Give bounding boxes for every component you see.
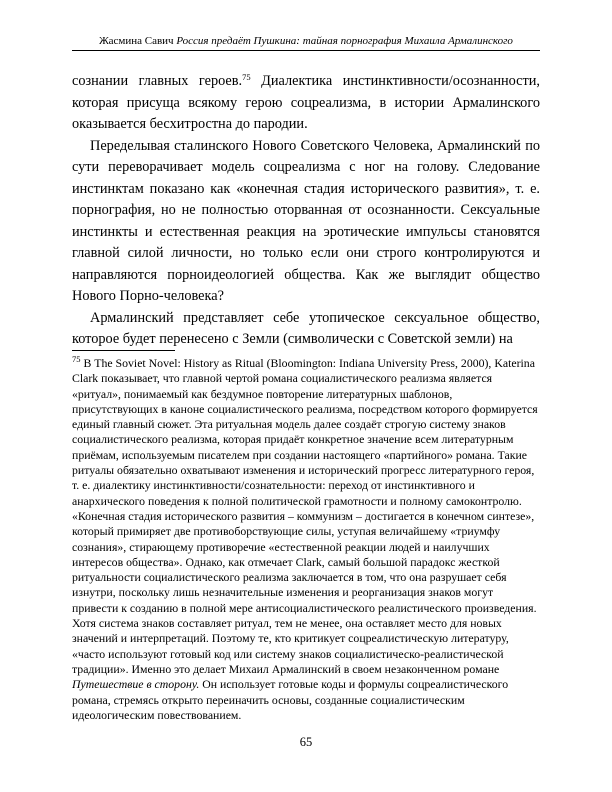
paragraph-1-start: сознании главных героев. — [72, 73, 243, 89]
running-head-author: Жасмина Савич — [99, 35, 174, 47]
paragraph-3: Армалинский представляет себе утопическое сексуальное общество, которое будет перенесено с Земли (символически с Советской земли) на — [72, 309, 540, 347]
footnote-work-title: Путешествие в сторону. — [72, 677, 200, 692]
paragraph-1 — [72, 71, 540, 136]
body-text — [72, 71, 540, 351]
running-head-title: Россия предаёт Пушкина: тайная порнография Михаила Армалинского — [176, 35, 513, 47]
footnote-number: 75 — [72, 354, 81, 364]
page-number: 65 — [299, 735, 313, 749]
footnote-text-end: Он использует готовые коды и формулы соцреалистического романа, стремясь открыто переиначить основы, созданные социалистическим идеологическим повествованием. — [72, 677, 509, 722]
paragraph-2: Переделывая сталинского Нового Советского Человека, Армалинский по сути переворачивает модель соцреализма с ног на голову. Следование инстинктам показано как «конечная стадия исторического развития», т. е. порнография, но не полностью оторванная от осознанности. Сексуальные инстинкты и естественная реакция на эротические импульсы становятся главной силой личности, но только если они строго контролируются и направляются порноидеологией общества. Как же выглядит общество Нового Порно-человека? — [72, 137, 540, 304]
footnote-75 — [72, 356, 540, 723]
footnote-reference[interactable]: 75 — [242, 72, 251, 82]
running-head — [72, 35, 540, 47]
footnote-text-start: В The Soviet Novel: History as Ritual (Bloomington: Indiana University Press, 2000), Katerina Clark показывает, что главной чертой романа социалистического реализма является «ритуал», понимаемый как бездумное повторение литературных шаблонов, присутствующих в каноне социалистического реализма, посредством которого формируется единый главный сюжет. Эта ритуальная модель далее создаёт строгую систему знаков социалистического реализма, которая придаёт конкретное значение всем литературным приёмам, используемым писателем при создании настоящего «партийного» романа. Такие ритуалы обязательно охватывают изменения и исторический прогресс литературного героя, т. е. диалектику инстинктивности/сознательности: переход от инстинктивного и анархического поведения к полной политической грамотности и полному самоконтролю. «Конечная стадия исторического развития – коммунизм – достигается в конечном синтезе», который примиряет две противоборствующие силы, уступая величайшему «триумфу сознания», стирающему противоречие «естественной реакции людей и наилучших интересов общества». Однако, как отмечает Clark, самый большой парадокс жесткой ритуальности социалистического реализма заключается в том, что она разрушает себя изнутри, поскольку лишь незначительные изменения и реорганизация знаков могут привести к созданию в полной мере антисоциалистического реалистического произведения. Хотя система знаков составляет ритуал, тем не менее, она оставляет место для новых значений и интерпретаций. Поэтому те, кто критикует соцреалистическую литературу, «часто используют готовый код или систему знаков социалистическо-реалистической традиции». Именно это делает Михаил Армалинский в своем незаконченном романе — [72, 356, 538, 676]
header-rule — [72, 50, 540, 51]
paragraph-1-rest: Диалектика инстинктивности/осознанности, которая присуща всякому герою соцреализма, в истории Армалинского оказывается бесхитростна до пародии. — [72, 73, 540, 132]
footnote-separator — [72, 350, 175, 351]
